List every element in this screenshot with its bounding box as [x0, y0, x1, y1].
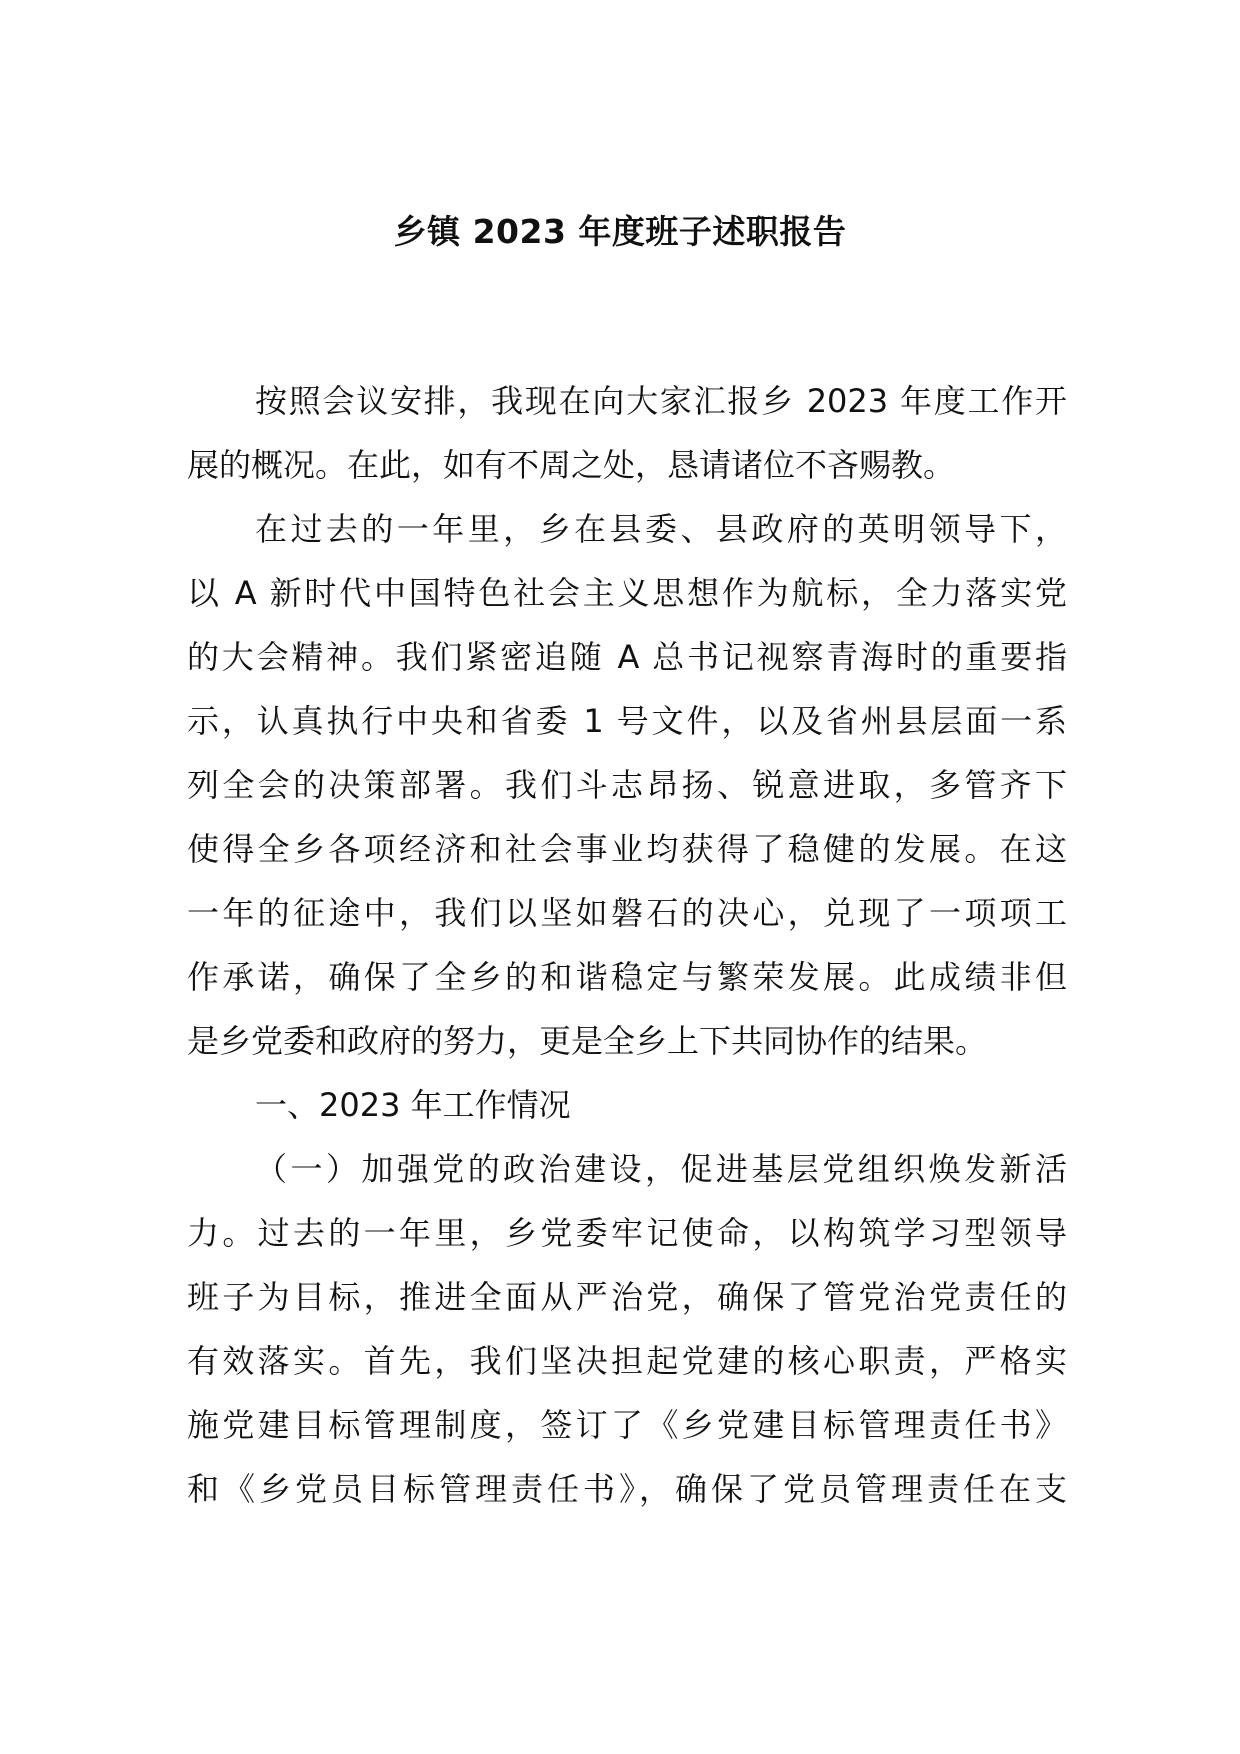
text-line: 是乡党委和政府的努力，更是全乡上下共同协作的结果。: [187, 1022, 988, 1060]
section-heading: 一、2023 年工作情况: [255, 1086, 571, 1124]
text-line: 列全会的决策部署。我们斗志昂扬、锐意进取，多管齐下: [187, 766, 1067, 804]
text-line: 一年的征途中，我们以坚如磐石的决心，兑现了一项项工: [187, 894, 1067, 932]
text-line: 按照会议安排，我现在向大家汇报乡 2023 年度工作开: [255, 382, 1067, 420]
text-line: 和《乡党员目标管理责任书》，确保了党员管理责任在支: [187, 1470, 1067, 1508]
text-line: 使得全乡各项经济和社会事业均获得了稳健的发展。在这: [187, 830, 1067, 868]
text-line: 有效落实。首先，我们坚决担起党建的核心职责，严格实: [187, 1342, 1067, 1380]
text-line: 的大会精神。我们紧密追随 A 总书记视察青海时的重要指: [187, 638, 1067, 676]
text-line: 作承诺，确保了全乡的和谐稳定与繁荣发展。此成绩非但: [187, 958, 1067, 996]
text-line: 展的概况。在此，如有不周之处，恳请诸位不吝赐教。: [187, 446, 956, 484]
subsection-heading: （一）加强党的政治建设，促进基层党组织焕发新活: [255, 1150, 1067, 1188]
text-line: 班子为目标，推进全面从严治党，确保了管党治党责任的: [187, 1278, 1067, 1316]
document-title: 乡镇 2023 年度班子述职报告: [393, 212, 847, 251]
document-body: [187, 369, 1067, 1521]
text-line: 施党建目标管理制度，签订了《乡党建目标管理责任书》: [187, 1406, 1067, 1444]
text-line: 在过去的一年里，乡在县委、县政府的英明领导下，: [255, 510, 1067, 548]
text-line: 示，认真执行中央和省委 1 号文件，以及省州县层面一系: [187, 702, 1067, 740]
text-line: 以 A 新时代中国特色社会主义思想作为航标，全力落实党: [187, 574, 1067, 612]
text-line: 力。过去的一年里，乡党委牢记使命，以构筑学习型领导: [187, 1214, 1067, 1252]
